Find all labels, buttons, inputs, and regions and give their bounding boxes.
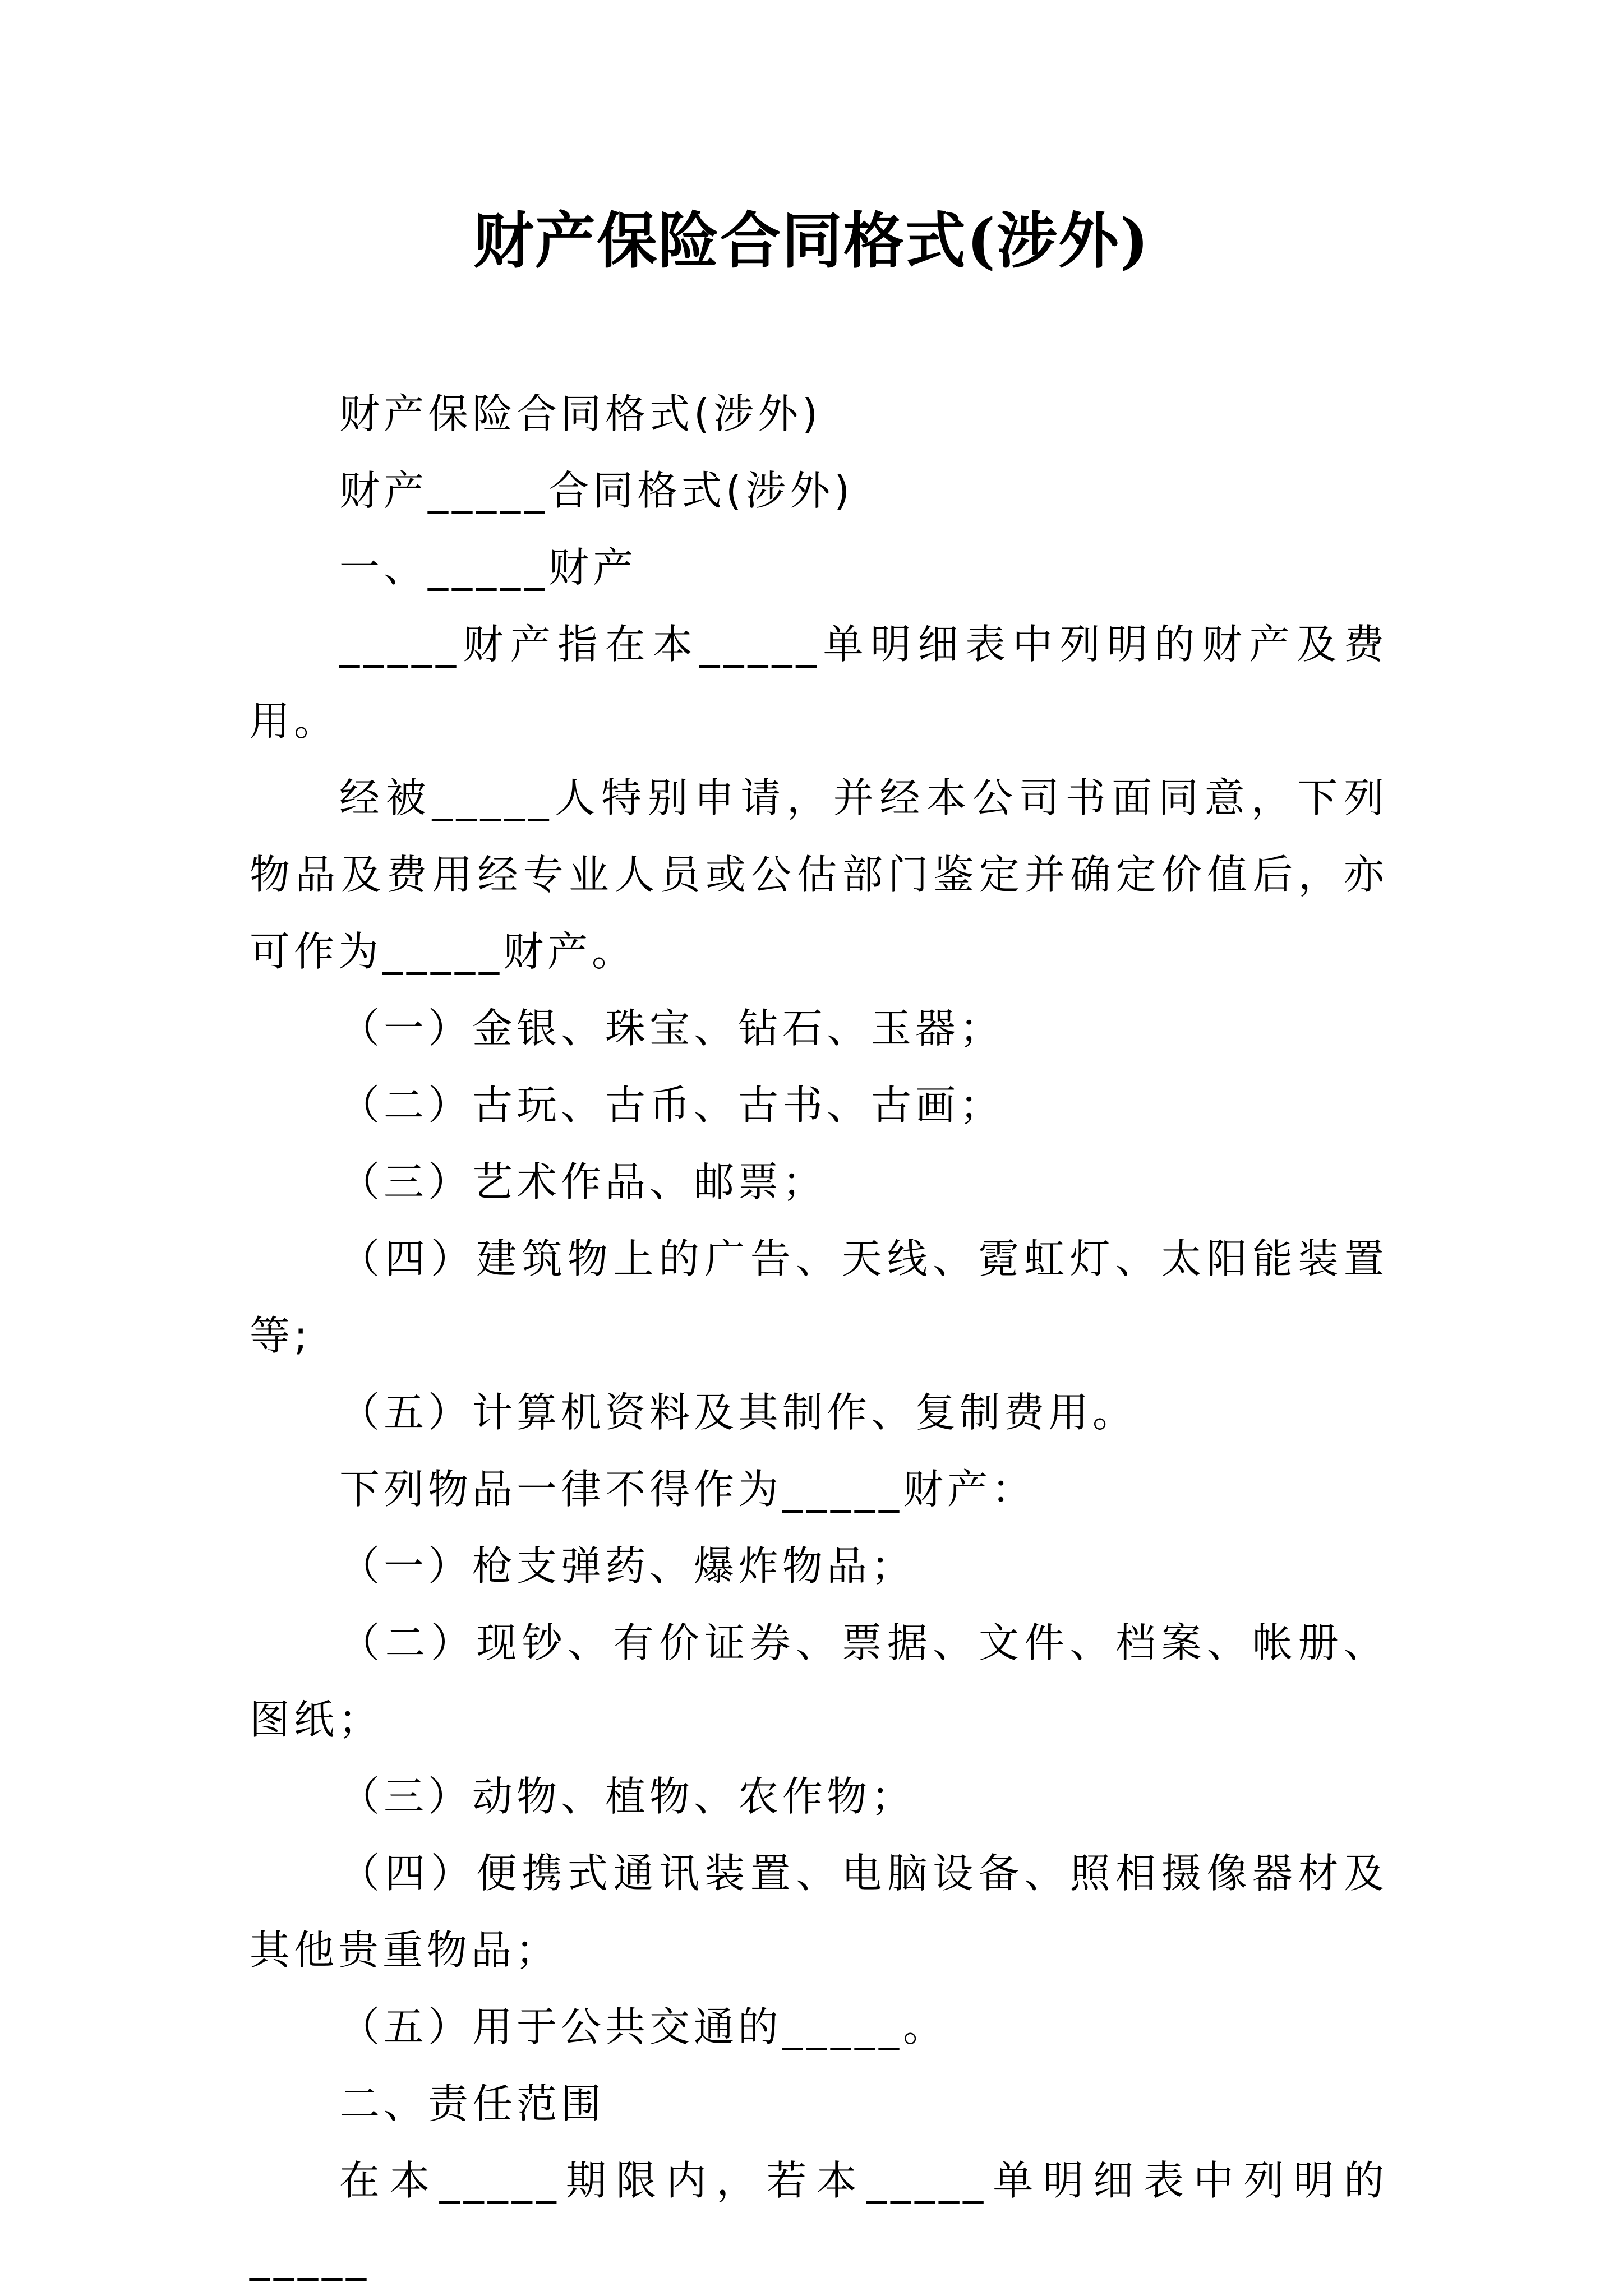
list-item: （二）现钞、有价证券、票据、文件、档案、帐册、图纸；: [250, 1619, 1388, 1743]
paragraph: 经被_____人特别申请，并经本公司书面同意，下列物品及费用经专业人员或公估部门鉴定并确定价值后，亦可作为_____财产。: [250, 774, 1388, 975]
list-item: （二）古玩、古币、古书、古画；: [339, 1082, 1004, 1129]
list-item: （一）金银、珠宝、钻石、玉器；: [339, 1005, 1004, 1052]
paragraph: 财产保险合同格式(涉外): [339, 390, 822, 437]
section-heading: 二、责任范围: [339, 2080, 606, 2127]
list-item: （四）便携式通讯装置、电脑设备、照相摄像器材及其他贵重物品；: [250, 1850, 1388, 1974]
paragraph: _____财产指在本_____单明细表中列明的财产及费用。: [250, 621, 1388, 745]
paragraph: 在本_____期限内，若本_____单明细表中列明的_____: [250, 2157, 1388, 2281]
list-item: （三）动物、植物、农作物；: [339, 1773, 916, 1820]
document-title: 财产保险合同格式(涉外): [473, 206, 1150, 276]
list-item: （四）建筑物上的广告、天线、霓虹灯、太阳能装置等;: [250, 1235, 1388, 1359]
list-item: （三）艺术作品、邮票；: [339, 1158, 827, 1205]
section-heading: 一、_____财产: [339, 544, 638, 591]
list-item: （一）枪支弹药、爆炸物品；: [339, 1542, 916, 1590]
paragraph: 财产_____合同格式(涉外): [339, 467, 854, 514]
document-body: [250, 376, 1388, 2296]
list-item: （五）用于公共交通的_____。: [339, 2003, 948, 2050]
paragraph: 下列物品一律不得作为_____财产：: [339, 1466, 1036, 1513]
list-item: （五）计算机资料及其制作、复制费用。: [339, 1389, 1137, 1436]
